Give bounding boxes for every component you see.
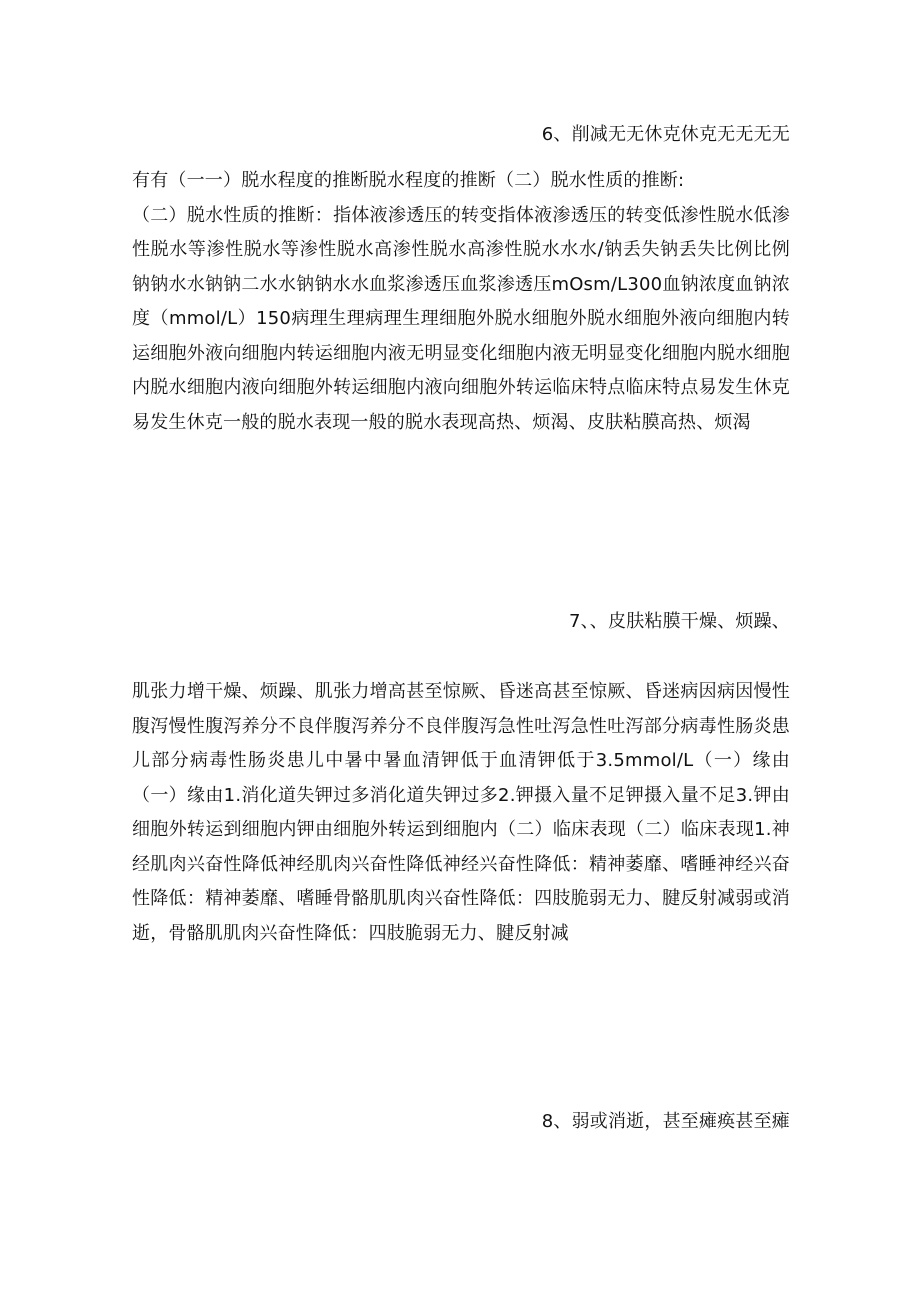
paragraph-hypokalemia: 肌张力增干燥、烦躁、肌张力增高甚至惊厥、昏迷高甚至惊厥、昏迷病因病因慢性腹泻慢性腹泻养分不良伴腹泻养分不良伴腹泻急性吐泻急性吐泻部分病毒性肠炎患儿部分病毒性肠炎患儿中暑中暑血清钾低于血清钾低于3.5mmol∕L（一）缘由（一）缘由1.消化道失钾过多消化道失钾过多2.钾摄入量不足钾摄入量不足3.钾由细胞外转运到细胞内钾由细胞外转运到细胞内（二）临床表现（二）临床表现1.神经肌肉兴奋性降低神经肌肉兴奋性降低神经兴奋性降低：精神萎靡、嗜睡神经兴奋性降低：精神萎靡、嗜睡骨骼肌肌肉兴奋性降低：四肢脆弱无力、腱反射减弱或消逝，骨骼肌肌肉兴奋性降低：四肢脆弱无力、腱反射减 [132,681,790,944]
paragraph-dehydration-nature: （二）脱水性质的推断：指体液渗透压的转变指体液渗透压的转变低渗性脱水低渗性脱水等渗性脱水等渗性脱水高渗性脱水高渗性脱水水水/钠丢失钠丢失比例比例钠钠水水钠钠二水水钠钠水水血浆渗透压血浆渗透压mOsm∕L300血钠浓度血钠浓度（mmol∕L）150病理生理病理生理细胞外脱水细胞外脱水细胞外液向细胞内转运细胞外液向细胞内转运细胞内液无明显变化细胞内液无明显变化细胞内脱水细胞内脱水细胞内液向细胞外转运细胞内液向细胞外转运临床特点临床特点易发生休克易发生休克一般的脱水表现一般的脱水表现高热、烦渴、皮肤粘膜高热、烦渴 [132,204,790,433]
text-block-2 [132,675,790,951]
section-7-heading: 7、、皮肤粘膜干燥、烦躁、 [568,611,790,632]
paragraph-dehydration-degree: 有有（一一）脱水程度的推断脱水程度的推断（二）脱水性质的推断: [132,170,685,191]
text-block-1 [132,164,790,440]
section-8-heading: 8、弱或消逝，甚至瘫痪甚至瘫 [541,1111,790,1132]
section-6-heading: 6、削减无无休克休克无无无无 [541,124,790,145]
